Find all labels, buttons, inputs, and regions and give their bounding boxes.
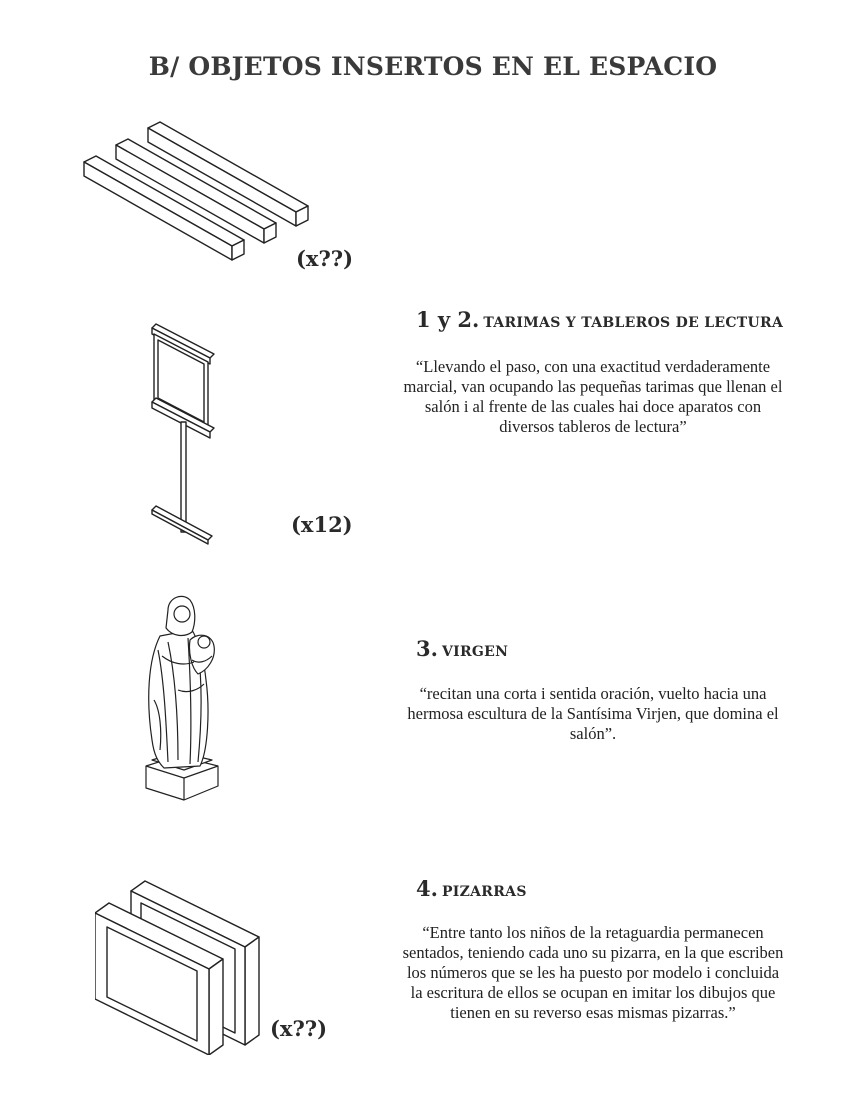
quote-pizarras: “Entre tanto los niños de la retaguardia permanecen sentados, teniendo cada uno su pizarra, en la que escriben los números que se les ha puesto por modelo i concluida la escritura de ellos se ocupan en imitar los dibujos que tienen en su reverso esas mismas pizarras.” (402, 923, 784, 1022)
tarimas-illustration (78, 118, 318, 268)
tablero-illustration (148, 322, 218, 548)
section-number: 1 y 2. (416, 307, 480, 332)
section-number: 3. (416, 636, 438, 661)
pizarras-count: (x??) (270, 1016, 328, 1041)
pizarras-illustration (95, 873, 265, 1055)
page-title: B/ OBJETOS INSERTOS EN EL ESPACIO (148, 52, 718, 81)
quote-tarimas: “Llevando el paso, con una exactitud verdaderamente marcial, van ocupando las pequeñas tarimas que llenan el salón i al frente de las cuales hai doce aparatos con diversos tableros de lectura” (403, 357, 783, 436)
tarimas-count: (x??) (296, 246, 354, 271)
section-label: PIZARRAS (441, 884, 527, 900)
section-number: 4. (416, 876, 438, 901)
virgen-statue-illustration (138, 590, 228, 808)
section-label: TARIMAS Y TABLEROS DE LECTURA (483, 315, 784, 331)
section-label: VIRGEN (441, 644, 509, 660)
section-heading-tarimas (416, 307, 783, 332)
section-heading-virgen (416, 636, 508, 661)
section-heading-pizarras (416, 876, 527, 901)
tablero-count: (x12) (291, 512, 353, 537)
quote-virgen: “recitan una corta i sentida oración, vuelto hacia una hermosa escultura de la Santísima Virjen, que domina el salón”. (407, 684, 779, 743)
